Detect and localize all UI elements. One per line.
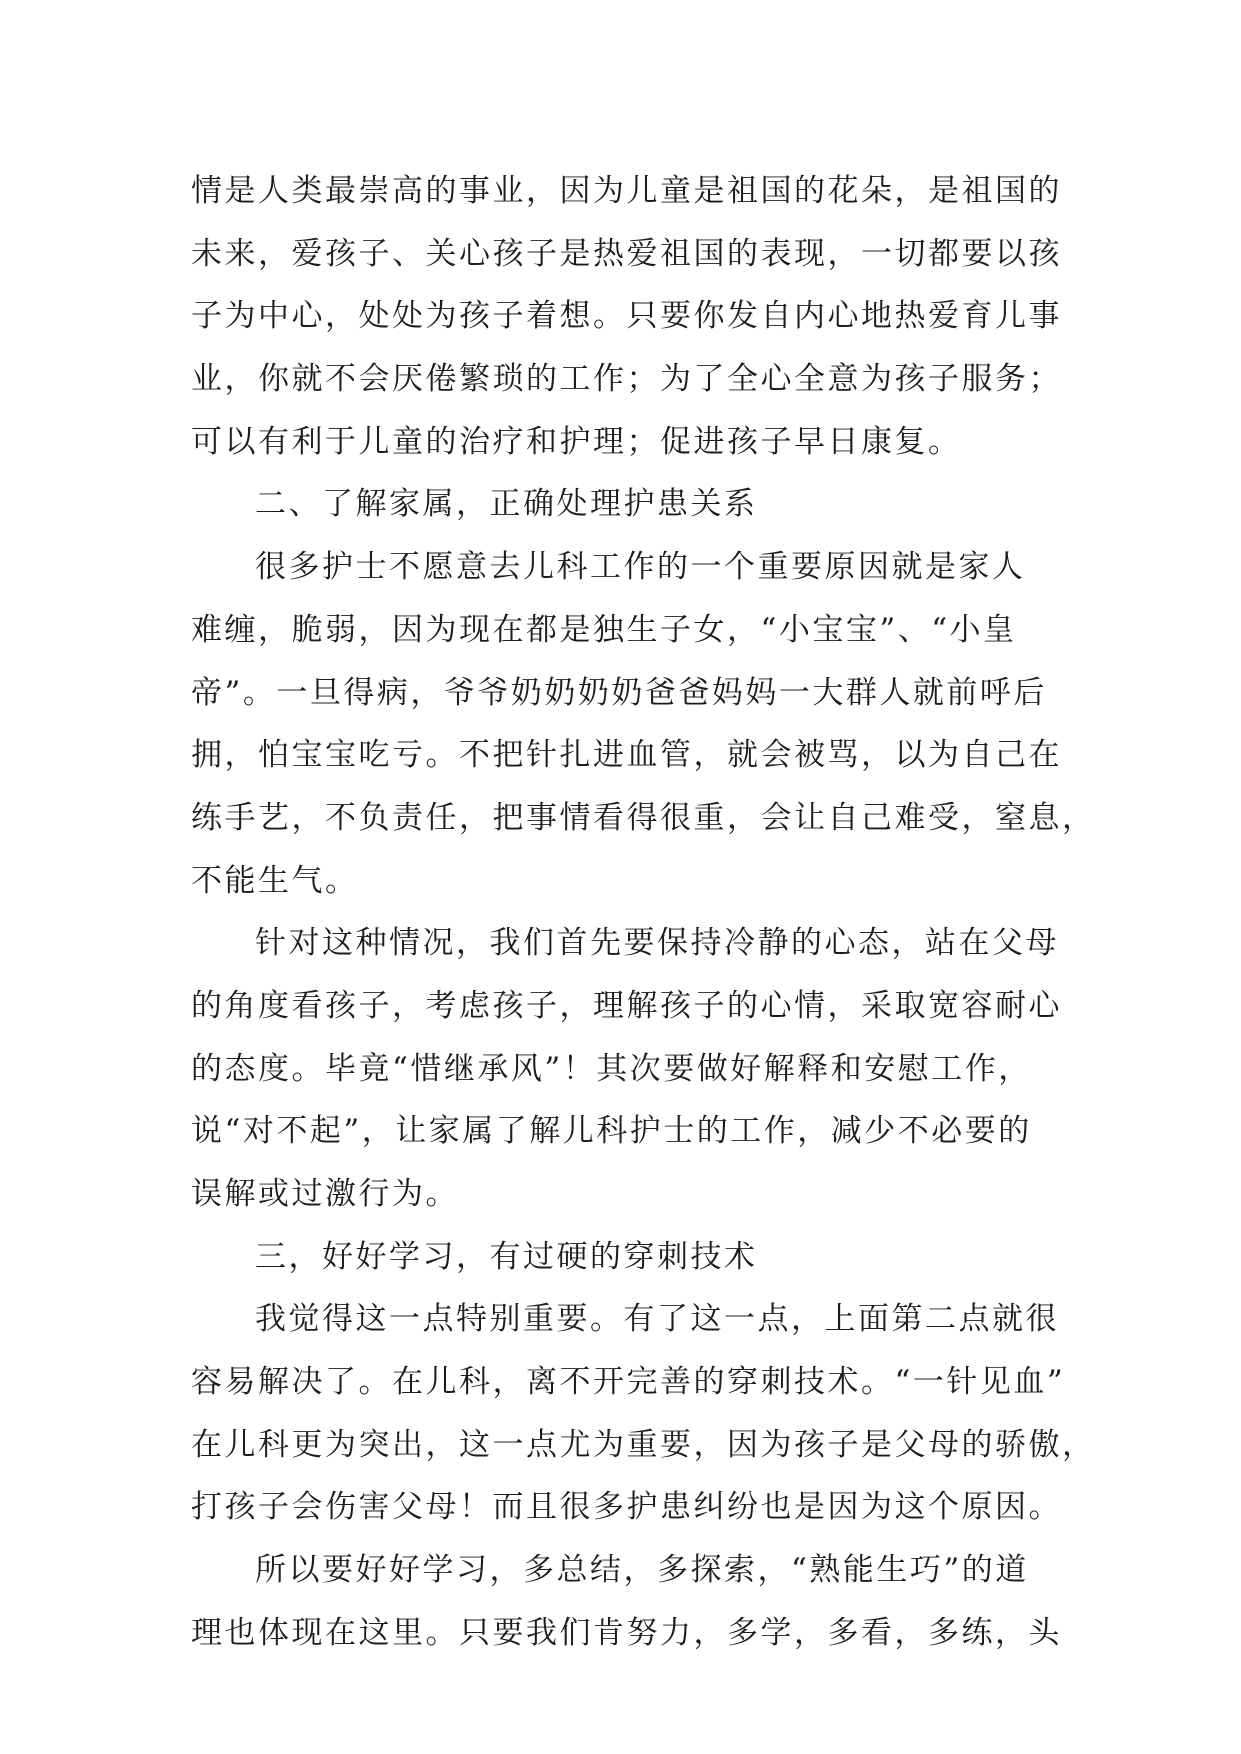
text-line: 不能生气。 (191, 862, 359, 899)
text-line: 的态度。毕竟“惜继承风”！其次要做好解释和安慰工作， (191, 1050, 1032, 1087)
text-line: 所以要好好学习，多总结，多探索，“熟能生巧”的道 (255, 1552, 1029, 1589)
document-body (191, 160, 1096, 1665)
text-line: 子为中心，处处为孩子着想。只要你发自内心地热爱育儿事 (191, 298, 1062, 335)
section-heading: 二、了解家属，正确处理护患关系 (255, 486, 758, 523)
text-line: 打孩子会伤害父母！而且很多护患纠纷也是因为这个原因。 (191, 1489, 1062, 1526)
text-line: 在儿科更为突出，这一点尤为重要，因为孩子是父母的骄傲， (191, 1426, 1096, 1463)
text-line: 练手艺，不负责任，把事情看得很重，会让自己难受，窒息， (191, 799, 1096, 836)
text-line: 误解或过激行为。 (191, 1176, 459, 1212)
text-line: 说“对不起”，让家属了解儿科护士的工作，减少不必要的 (191, 1113, 1032, 1150)
text-line: 很多护士不愿意去儿科工作的一个重要原因就是家人 (255, 549, 1026, 586)
text-line: 帝”。一旦得病，爷爷奶奶奶奶爸爸妈妈一大群人就前呼后 (191, 674, 1047, 711)
text-line: 情是人类最崇高的事业，因为儿童是祖国的花朵，是祖国的 (191, 173, 1062, 209)
text-line: 针对这种情况，我们首先要保持冷静的心态，站在父母 (255, 925, 1059, 962)
text-line: 我觉得这一点特别重要。有了这一点，上面第二点就很 (255, 1301, 1059, 1338)
text-line: 业，你就不会厌倦繁琐的工作；为了全心全意为孩子服务； (191, 361, 1062, 398)
text-line: 的角度看孩子，考虑孩子，理解孩子的心情，采取宽容耐心 (191, 987, 1062, 1024)
text-line: 未来，爱孩子、关心孩子是热爱祖国的表现，一切都要以孩 (191, 235, 1062, 272)
text-line: 理也体现在这里。只要我们肯努力，多学，多看，多练，头 (191, 1614, 1062, 1651)
text-line: 容易解决了。在儿科，离不开完善的穿刺技术。“一针见血” (191, 1364, 1066, 1401)
text-line: 拥，怕宝宝吃亏。不把针扎进血管，就会被骂，以为自己在 (191, 737, 1062, 774)
text-line: 难缠，脆弱，因为现在都是独生子女，“小宝宝”、“小皇 (191, 611, 1017, 648)
text-line: 可以有利于儿童的治疗和护理；促进孩子早日康复。 (191, 423, 962, 460)
section-heading: 三，好好学习，有过硬的穿刺技术 (255, 1238, 758, 1275)
